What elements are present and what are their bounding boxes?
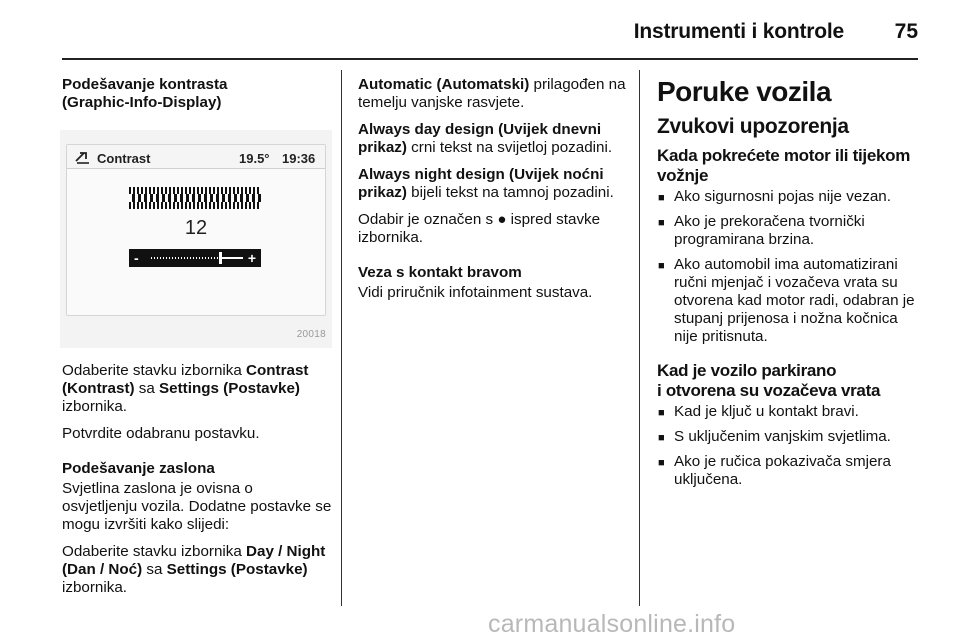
display-title-bar [67,145,325,169]
section-heading-display: Podešavanje zaslona [62,460,215,477]
display-screen [66,144,326,316]
slider-track [151,257,221,259]
option-automatic: Automatic (Automatski) prilagođen na temelju vanjske rasvjete. [358,76,626,111]
list-item: ■ Ako je prekoračena tvornički programirana brzina. [657,213,923,249]
column-3 [657,76,923,496]
list-driving-warnings [657,188,923,346]
chapter-title: Poruke vozila [657,76,832,107]
display-title: Contrast [97,151,151,166]
list-item: ■ Kad je ključ u kontakt bravi. [657,403,923,421]
paragraph-select-contrast: Odaberite stavku izbornika Contrast (Kontrast) sa Settings (Postavke) izbornika. [62,362,309,415]
paragraph-confirm: Potvrdite odabranu postavku. [62,425,260,442]
plus-icon: + [247,250,256,266]
contrast-test-pattern [129,187,261,209]
page-header [62,14,918,54]
list-parked-warnings [657,403,923,489]
contrast-slider[interactable] [129,249,261,267]
subsection-title-parked: Kad je vozilo parkirano i otvorena su vozačeva vrata [657,361,881,400]
paragraph-display-brightness: Svjetlina zaslona je ovisna o osvjetljenju vozila. Dodatne postavke se mogu izvršiti kako slijedi: [62,480,332,533]
figure-number: 20018 [296,329,326,340]
section-title-warning-chimes: Zvukovi upozorenja [657,115,849,138]
subsection-title-driving: Kada pokrećete motor ili tijekom vožnje [657,146,911,185]
paragraph-selection-marker: Odabir je označen s ● ispred stavke izbornika. [358,211,601,246]
paragraph-select-daynight: Odaberite stavku izbornika Day / Night (Dan / Noć) sa Settings (Postavke) izbornika. [62,543,326,596]
column-2 [358,76,630,311]
slider-knob[interactable] [219,252,222,264]
header-title: Instrumenti i kontrole [633,20,844,43]
list-item: ■ Ako sigurnosni pojas nije vezan. [657,188,923,206]
section-heading-contrast: Podešavanje kontrasta (Graphic-Info-Display) [62,76,228,111]
list-item: ■ Ako automobil ima automatizirani ručni mjenjač i vozačeva vrata su otvorena kad motor radi, odabran je stupanj prijenosa i nožna kočnica nije pritisnuta. [657,256,923,346]
watermark: carmanualsonline.info [488,610,736,638]
page-number: 75 [894,20,918,43]
contrast-value: 12 [184,217,208,239]
display-temperature: 19.5° [239,151,270,166]
column-1 [62,76,332,606]
slider-fill [221,257,243,259]
settings-tool-icon [74,149,92,165]
list-item: ■ Ako je ručica pokazivača smjera uključena. [657,453,923,489]
list-item: ■ S uključenim vanjskim svjetlima. [657,428,923,446]
minus-icon: - [134,250,139,266]
filled-circle-icon: ● [497,211,507,228]
column-divider-2 [639,70,640,606]
display-clock: 19:36 [282,151,316,166]
paragraph-infotainment-ref: Vidi priručnik infotainment sustava. [358,284,593,301]
header-rule [62,58,918,60]
section-heading-ignition: Veza s kontakt bravom [358,264,522,281]
option-night: Always night design (Uvijek noćni prikaz) bijeli tekst na tamnoj pozadini. [358,166,614,201]
option-day: Always day design (Uvijek dnevni prikaz) crni tekst na svijetloj pozadini. [358,121,613,156]
column-divider-1 [341,70,342,606]
display-figure [60,130,332,348]
